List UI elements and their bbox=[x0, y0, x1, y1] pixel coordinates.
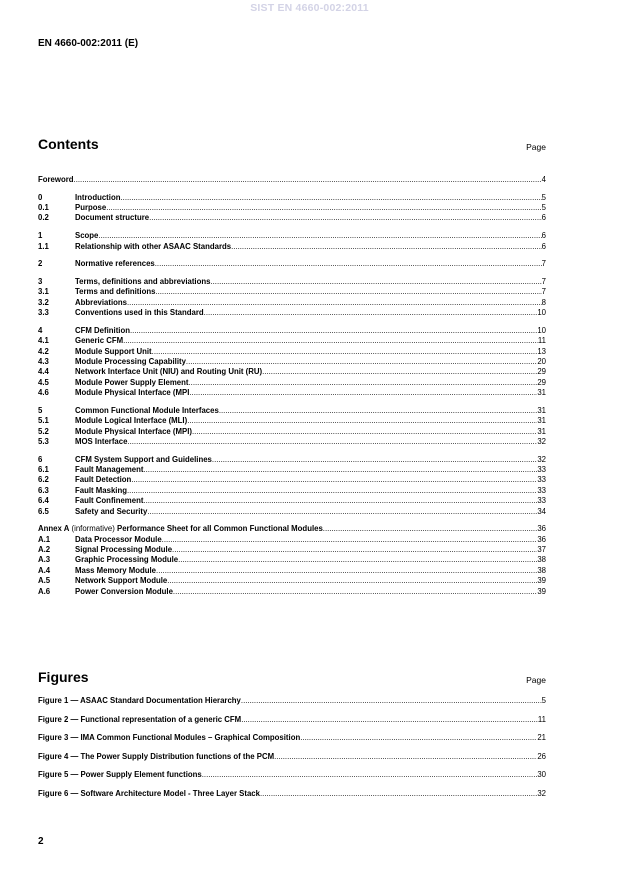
toc-leader bbox=[192, 427, 537, 437]
toc-list bbox=[38, 175, 546, 597]
toc-title: Terms and definitions bbox=[75, 287, 156, 297]
toc-title: Safety and Security bbox=[75, 506, 148, 516]
figure-row[interactable] bbox=[38, 789, 546, 808]
figure-title: Figure 5 — Power Supply Element functions bbox=[38, 770, 202, 779]
toc-leader bbox=[178, 555, 537, 565]
toc-row[interactable] bbox=[38, 231, 546, 241]
toc-leader bbox=[172, 545, 537, 555]
figure-row[interactable] bbox=[38, 752, 546, 771]
toc-leader bbox=[219, 406, 537, 416]
toc-row[interactable] bbox=[38, 326, 546, 336]
figure-leader bbox=[202, 770, 538, 779]
annex-title: Performance Sheet for all Common Functional Modules bbox=[117, 524, 323, 534]
toc-row[interactable] bbox=[38, 437, 546, 447]
toc-row[interactable] bbox=[38, 576, 546, 586]
toc-title: CFM System Support and Guidelines bbox=[75, 454, 212, 464]
figure-page: 11 bbox=[537, 714, 546, 724]
toc-leader bbox=[210, 277, 541, 287]
toc-number: 1 bbox=[38, 231, 43, 241]
toc-page: 36 bbox=[537, 524, 546, 534]
toc-title: Power Conversion Module bbox=[75, 586, 173, 596]
toc-row[interactable] bbox=[38, 535, 546, 545]
toc-row[interactable] bbox=[38, 566, 546, 576]
toc-page: 6 bbox=[541, 213, 546, 223]
toc-page: 31 bbox=[537, 416, 546, 426]
toc-page: 11 bbox=[537, 336, 546, 346]
toc-title: Module Power Supply Element bbox=[75, 377, 189, 387]
toc-row[interactable] bbox=[38, 465, 546, 475]
toc-number: 5.3 bbox=[38, 436, 49, 446]
toc-page: 39 bbox=[537, 576, 546, 586]
toc-leader bbox=[149, 213, 542, 223]
toc-page: 33 bbox=[537, 465, 546, 475]
toc-leader bbox=[120, 193, 541, 203]
toc-title: Module Physical Interface (MPI) bbox=[75, 426, 192, 436]
toc-number: 6.1 bbox=[38, 465, 49, 475]
toc-title: Scope bbox=[75, 231, 99, 241]
toc-number: 6.4 bbox=[38, 496, 49, 506]
toc-number: 4.3 bbox=[38, 356, 49, 366]
toc-row[interactable] bbox=[38, 388, 546, 398]
toc-page: 31 bbox=[537, 426, 546, 436]
toc-row[interactable] bbox=[38, 587, 546, 597]
toc-title: Mass Memory Module bbox=[75, 565, 157, 575]
toc-number: 3.2 bbox=[38, 297, 49, 307]
toc-title: Common Functional Module Interfaces bbox=[75, 405, 219, 415]
toc-page: 7 bbox=[541, 287, 546, 297]
toc-page: 31 bbox=[537, 388, 546, 398]
toc-row[interactable] bbox=[38, 193, 546, 203]
toc-leader bbox=[155, 287, 541, 297]
toc-page: 20 bbox=[537, 356, 546, 366]
toc-number: 4.4 bbox=[38, 367, 49, 377]
toc-number: A.5 bbox=[38, 576, 51, 586]
toc-leader bbox=[231, 242, 542, 252]
toc-number: A.6 bbox=[38, 586, 51, 596]
toc-title: Graphic Processing Module bbox=[75, 555, 179, 565]
toc-title: Network Support Module bbox=[75, 576, 168, 586]
toc-number: 4.2 bbox=[38, 346, 49, 356]
annex-label: Annex A bbox=[38, 524, 70, 534]
toc-page: 38 bbox=[537, 565, 546, 575]
toc-row[interactable] bbox=[38, 308, 546, 318]
toc-number: 3.1 bbox=[38, 287, 49, 297]
toc-title: Generic CFM bbox=[75, 336, 124, 346]
figure-leader bbox=[274, 752, 537, 761]
toc-row[interactable] bbox=[38, 287, 546, 297]
toc-title: Foreword bbox=[38, 175, 74, 184]
figure-leader bbox=[241, 715, 538, 724]
figure-page: 26 bbox=[537, 751, 546, 761]
figure-row[interactable] bbox=[38, 715, 546, 734]
figure-page: 5 bbox=[541, 696, 546, 705]
toc-row[interactable] bbox=[38, 175, 546, 185]
toc-row[interactable] bbox=[38, 259, 546, 269]
toc-page: 29 bbox=[537, 377, 546, 387]
toc-title bbox=[38, 524, 323, 534]
toc-row[interactable] bbox=[38, 496, 546, 506]
figure-title: Figure 1 — ASAAC Standard Documentation Hierarchy bbox=[38, 696, 241, 705]
toc-row[interactable] bbox=[38, 277, 546, 287]
toc-leader bbox=[167, 576, 537, 586]
figures-heading: Figures bbox=[38, 669, 89, 685]
toc-title: Abbreviations bbox=[75, 297, 127, 307]
figures-header bbox=[38, 667, 546, 685]
toc-leader bbox=[155, 259, 542, 269]
toc-page: 5 bbox=[541, 203, 546, 213]
toc-page: 33 bbox=[537, 485, 546, 495]
toc-title: Module Logical Interface (MLI) bbox=[75, 416, 188, 426]
toc-number: A.1 bbox=[38, 534, 51, 544]
watermark: SIST EN 4660-002:2011 bbox=[250, 2, 369, 14]
toc-number: 0.2 bbox=[38, 213, 49, 223]
toc-number: 4.1 bbox=[38, 336, 49, 346]
toc-title: Fault Detection bbox=[75, 475, 132, 485]
figure-title: Figure 2 — Functional representation of a generic CFM bbox=[38, 714, 242, 724]
toc-number: 5 bbox=[38, 405, 43, 415]
figure-leader bbox=[260, 789, 537, 798]
toc-title: Purpose bbox=[75, 203, 107, 213]
toc-number: 4 bbox=[38, 325, 43, 335]
toc-leader bbox=[152, 347, 538, 357]
toc-title: Module Support Unit bbox=[75, 346, 152, 356]
contents-heading: Contents bbox=[38, 136, 99, 152]
toc-page: 13 bbox=[537, 346, 546, 356]
toc-leader bbox=[323, 524, 538, 534]
toc-row[interactable] bbox=[38, 406, 546, 416]
toc-page: 32 bbox=[537, 454, 546, 464]
figures-list bbox=[38, 696, 546, 807]
toc-page: 4 bbox=[541, 175, 546, 184]
figure-leader bbox=[241, 696, 542, 705]
figure-page: 21 bbox=[537, 733, 546, 742]
toc-page: 10 bbox=[537, 325, 546, 335]
toc-leader bbox=[189, 378, 538, 388]
toc-number: A.4 bbox=[38, 565, 51, 575]
toc-number: A.3 bbox=[38, 555, 51, 565]
toc-leader bbox=[156, 566, 537, 576]
toc-row[interactable] bbox=[38, 298, 546, 308]
toc-row[interactable] bbox=[38, 555, 546, 565]
toc-number: 1.1 bbox=[38, 241, 49, 251]
toc-leader bbox=[74, 175, 542, 185]
toc-title: Module Physical Interface (MPI bbox=[75, 388, 190, 398]
toc-title: Network Interface Unit (NIU) and Routing Unit (RU) bbox=[75, 367, 263, 377]
contents-header bbox=[38, 134, 546, 152]
toc-title: Fault Masking bbox=[75, 485, 127, 495]
toc-title: Module Processing Capability bbox=[75, 356, 186, 366]
toc-page: 32 bbox=[537, 436, 546, 446]
toc-number: A.2 bbox=[38, 545, 51, 555]
toc-row[interactable] bbox=[38, 336, 546, 346]
toc-page: 8 bbox=[541, 297, 546, 307]
toc-row[interactable] bbox=[38, 213, 546, 223]
toc-title: Normative references bbox=[75, 259, 155, 269]
toc-title: Document structure bbox=[75, 213, 150, 223]
toc-row[interactable] bbox=[38, 203, 546, 213]
toc-leader bbox=[98, 231, 541, 241]
figure-row[interactable] bbox=[38, 696, 546, 715]
toc-row[interactable] bbox=[38, 367, 546, 377]
toc-page: 7 bbox=[541, 259, 546, 269]
toc-row[interactable] bbox=[38, 455, 546, 465]
toc-title: Introduction bbox=[75, 192, 121, 202]
figure-leader bbox=[300, 733, 537, 742]
toc-number: 4.6 bbox=[38, 388, 49, 398]
toc-leader bbox=[130, 326, 537, 336]
toc-row[interactable] bbox=[38, 242, 546, 252]
toc-leader bbox=[187, 416, 537, 426]
toc-page: 7 bbox=[541, 276, 546, 286]
toc-page: 38 bbox=[537, 555, 546, 565]
toc-leader bbox=[143, 496, 537, 506]
annex-informative: (informative) bbox=[69, 524, 118, 534]
page-number: 2 bbox=[38, 836, 44, 847]
figures-page-label: Page bbox=[526, 675, 546, 685]
toc-title: Fault Confinement bbox=[75, 496, 144, 506]
toc-title: Fault Management bbox=[75, 465, 144, 475]
toc-row[interactable] bbox=[38, 378, 546, 388]
toc-leader bbox=[212, 455, 537, 465]
toc-number: 0.1 bbox=[38, 203, 49, 213]
toc-number: 6.3 bbox=[38, 485, 49, 495]
toc-page: 5 bbox=[541, 192, 546, 202]
toc-leader bbox=[131, 475, 537, 485]
toc-leader bbox=[106, 203, 541, 213]
toc-row[interactable] bbox=[38, 507, 546, 517]
toc-leader bbox=[173, 587, 537, 597]
toc-number: 6.2 bbox=[38, 475, 49, 485]
toc-page: 33 bbox=[537, 496, 546, 506]
toc-page: 10 bbox=[537, 308, 546, 318]
figure-title: Figure 4 — The Power Supply Distribution functions of the PCM bbox=[38, 751, 275, 761]
toc-row[interactable] bbox=[38, 416, 546, 426]
toc-title: MOS Interface bbox=[75, 436, 128, 446]
figure-row[interactable] bbox=[38, 733, 546, 752]
figure-title: Figure 3 — IMA Common Functional Modules – Graphical Composition bbox=[38, 733, 301, 742]
toc-leader bbox=[204, 308, 538, 318]
toc-leader bbox=[189, 388, 537, 398]
toc-number: 3 bbox=[38, 276, 43, 286]
toc-leader bbox=[127, 298, 542, 308]
toc-page: 33 bbox=[537, 475, 546, 485]
toc-row[interactable] bbox=[38, 486, 546, 496]
toc-title: Data Processor Module bbox=[75, 534, 162, 544]
toc-row[interactable] bbox=[38, 545, 546, 555]
figure-page: 30 bbox=[537, 770, 546, 779]
toc-page: 37 bbox=[537, 545, 546, 555]
toc-number: 6 bbox=[38, 454, 43, 464]
toc-row[interactable] bbox=[38, 357, 546, 367]
toc-row[interactable] bbox=[38, 524, 546, 534]
toc-row[interactable] bbox=[38, 475, 546, 485]
toc-row[interactable] bbox=[38, 347, 546, 357]
toc-page: 36 bbox=[537, 534, 546, 544]
toc-title: CFM Definition bbox=[75, 325, 131, 335]
figure-page: 32 bbox=[537, 788, 546, 798]
toc-number: 3.3 bbox=[38, 308, 49, 318]
figure-row[interactable] bbox=[38, 770, 546, 789]
toc-number: 5.1 bbox=[38, 416, 49, 426]
toc-title: Relationship with other ASAAC Standards bbox=[75, 241, 232, 251]
toc-number: 0 bbox=[38, 192, 43, 202]
toc-leader bbox=[262, 367, 537, 377]
toc-page: 39 bbox=[537, 586, 546, 596]
toc-title: Terms, definitions and abbreviations bbox=[75, 276, 211, 286]
toc-page: 34 bbox=[537, 506, 546, 516]
document-id: EN 4660-002:2011 (E) bbox=[38, 38, 139, 49]
toc-leader bbox=[127, 437, 537, 447]
toc-page: 29 bbox=[537, 367, 546, 377]
toc-row[interactable] bbox=[38, 427, 546, 437]
toc-page: 6 bbox=[541, 241, 546, 251]
toc-number: 5.2 bbox=[38, 426, 49, 436]
toc-number: 4.5 bbox=[38, 377, 49, 387]
figure-title: Figure 6 — Software Architecture Model - Three Layer Stack bbox=[38, 788, 260, 798]
toc-title: Conventions used in this Standard bbox=[75, 308, 204, 318]
toc-page: 31 bbox=[537, 405, 546, 415]
toc-title: Signal Processing Module bbox=[75, 545, 173, 555]
toc-page: 6 bbox=[541, 231, 546, 241]
toc-number: 6.5 bbox=[38, 506, 49, 516]
toc-leader bbox=[162, 535, 538, 545]
toc-leader bbox=[186, 357, 537, 367]
contents-page-label: Page bbox=[526, 142, 546, 152]
toc-number: 2 bbox=[38, 259, 43, 269]
toc-leader bbox=[127, 486, 537, 496]
toc-leader bbox=[123, 336, 538, 346]
toc-leader bbox=[147, 507, 537, 517]
toc-leader bbox=[143, 465, 537, 475]
